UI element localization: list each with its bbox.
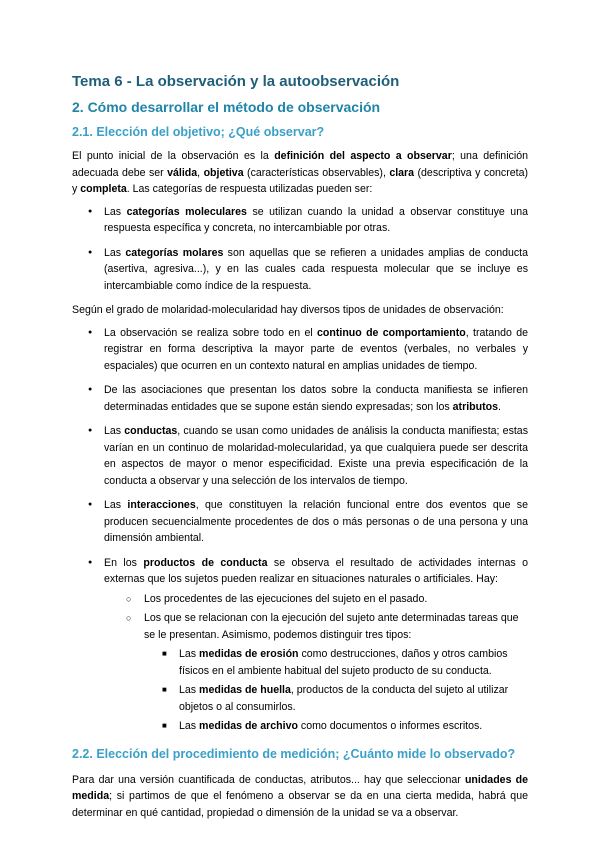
subsection-heading: 2.1. Elección del objetivo; ¿Qué observar? — [72, 125, 325, 139]
list-item: ○ Los procedentes de las ejecuciones del sujeto en el pasado. — [126, 591, 528, 608]
sublist — [162, 646, 528, 735]
list-item: ■ Las medidas de archivo como documentos o informes escritos. — [162, 718, 528, 735]
body-paragraph: Para dar una versión cuantificada de conductas, atributos... hay que seleccionar unidades de medida; si partimos de que el fenómeno a observar se da en una cierta medida, habrá que determinar en qué cantidad, propiedad o dimensión de la unidad se va a observar. — [72, 773, 529, 819]
list-item: ■ Las medidas de erosión como destrucciones, daños y otros cambios físicos en el ambiente habitual del sujeto producto de su conducta. — [162, 646, 528, 679]
document-page — [72, 72, 528, 827]
list-item: ● Las categorías molares son aquellas que se refieren a unidades amplias de conducta (asertiva, agresiva...), y en las cuales cada respuesta molecular que se incluye es intercambiable como índice de la respuesta. — [86, 245, 528, 295]
subsection-heading: 2.2. Elección del procedimiento de medición; ¿Cuánto mide lo observado? — [72, 746, 516, 761]
list-item: ● Las interacciones, que constituyen la relación funcional entre dos eventos que se producen secuencialmente procedentes de dos o más personas o de una persona y una dimensión ambiental. — [86, 497, 528, 547]
list-item: ● La observación se realiza sobre todo en el continuo de comportamiento, tratando de registrar en forma descriptiva la mayor parte de eventos (verbales, no verbales y espaciales) que ocurren en un contexto natural en amplias unidades de tiempo. — [86, 325, 528, 375]
category-list — [86, 204, 528, 295]
section-heading: 2. Cómo desarrollar el método de observación — [72, 99, 381, 115]
intro-paragraph: El punto inicial de la observación es la definición del aspecto a observar; una definición adecuada debe ser válida, objetiva (características observables), clara (descriptiva y concreta) y completa. Las categorías de respuesta utilizadas pueden ser: — [72, 150, 529, 195]
list-item: ○ Los que se relacionan con la ejecución del sujeto ante determinadas tareas que se le presentan. Asimismo, podemos distinguir tres tipos: ■ Las medidas de erosión como destrucciones, daños y otros cambios físicos en el ambiente habitual del sujeto producto de su conducta. ■ Las medidas de huella, productos de la conducta del sujeto al utilizar objetos o al consumirlos. ■ Las medidas de archivo como documentos o informes escritos. — [126, 610, 528, 735]
list-item: ● Las categorías moleculares se utilizan cuando la unidad a observar constituye una respuesta específica y concreta, no intercambiable por otras. — [86, 204, 528, 237]
list-item: ● Las conductas, cuando se usan como unidades de análisis la conducta manifiesta; estas varían en un continuo de molaridad-molecularidad, ya que cualquiera puede ser descrita en aspectos de mayor o menor especificidad. Existe una previa especificación de la conducta a observar y una selección de los intervalos de tiempo. — [86, 423, 528, 489]
units-list — [86, 325, 528, 735]
list-item: ■ Las medidas de huella, productos de la conducta del sujeto al utilizar objetos o al consumirlos. — [162, 682, 528, 715]
list-item: ● De las asociaciones que presentan los datos sobre la conducta manifiesta se infieren determinadas entidades que se supone están siendo expresadas; son los atributos. — [86, 382, 528, 415]
page-title: Tema 6 - La observación y la autoobservación — [72, 73, 400, 90]
list-item: ● En los productos de conducta se observa el resultado de actividades internas o externas que los sujetos pueden realizar en situaciones naturales o artificiales. Hay: ○ Los procedentes de las ejecuciones del sujeto en el pasado. ○ Los que se relacionan con la ejecución del sujeto ante determinadas tareas que se le presentan. Asimismo, podemos distinguir tres tipos: ■ Las medidas de erosión como destrucciones, daños y otros cambios físicos en el ambiente habitual del sujeto producto de su conducta. ■ Las medidas de huella, productos de la conducta del sujeto al utilizar objetos o al consumirlos. ■ Las medidas de archivo como documentos o informes escritos. — [86, 555, 528, 735]
sublist — [126, 591, 528, 735]
body-paragraph: Según el grado de molaridad-molecularidad hay diversos tipos de unidades de observación: — [72, 304, 504, 316]
